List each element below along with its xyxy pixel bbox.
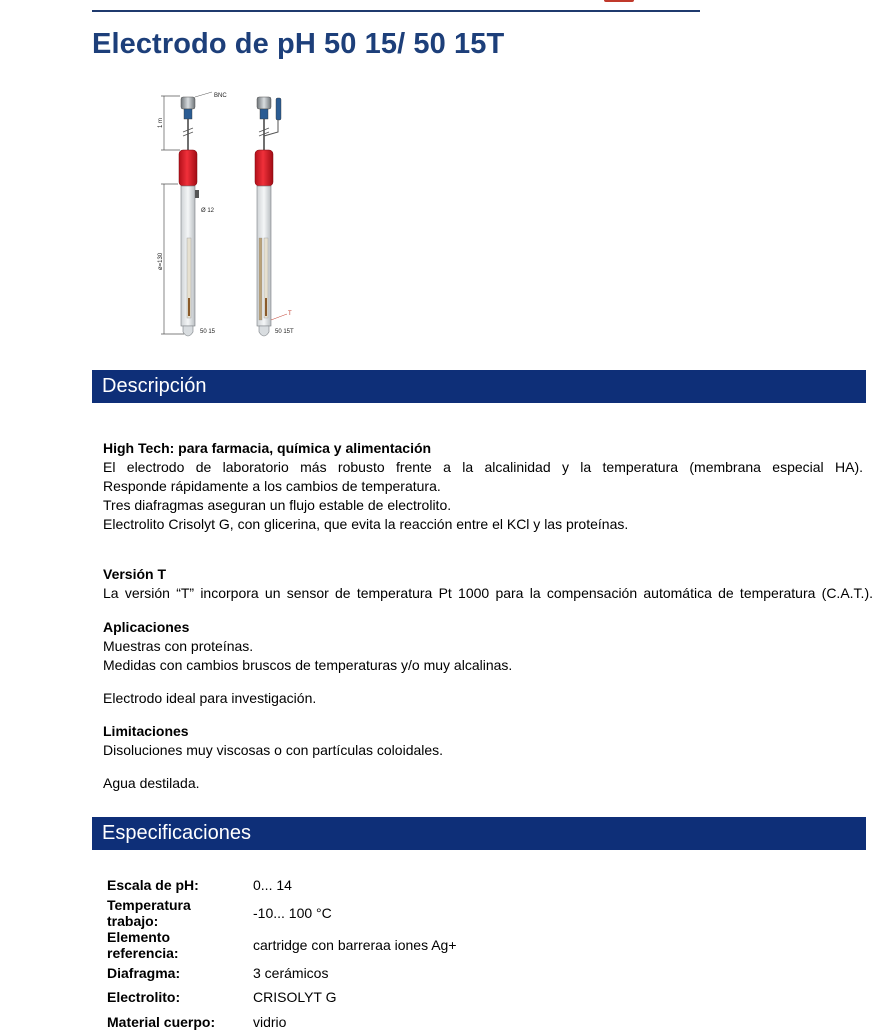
spec-value: 0... 14 — [253, 877, 292, 894]
header-logo-fragment — [604, 0, 634, 2]
spec-value: 3 cerámicos — [253, 965, 329, 982]
aplicaciones-line: Muestras con proteínas. — [103, 638, 254, 654]
spec-table — [103, 873, 461, 1034]
table-row — [103, 873, 461, 897]
bnc-label: BNC — [214, 93, 227, 99]
table-row — [103, 961, 461, 985]
version-t-text: La versión “T” incorpora un sensor de temperatura Pt 1000 para la compensación automática de temperatura (C.A.T.). — [103, 585, 873, 601]
descripcion-heading: Descripción — [92, 370, 866, 403]
length-label: ø=130 — [158, 252, 164, 270]
version-t-block — [103, 565, 873, 603]
model-50-15t-label: 50 15T — [275, 329, 294, 335]
description-line: Tres diafragmas aseguran un flujo estable de electrolito. — [103, 497, 452, 513]
spec-value: cartridge con barreraa iones Ag+ — [253, 937, 457, 954]
table-row — [103, 897, 461, 929]
aplicaciones-title: Aplicaciones — [103, 619, 190, 635]
cable-length-label: 1 m — [158, 117, 164, 128]
model-50-15-label: 50 15 — [200, 329, 216, 335]
electrode-50-15 — [179, 92, 212, 336]
descripcion-intro — [103, 439, 863, 534]
temperature-sensor-label: T — [288, 311, 292, 317]
aplicaciones-line: Medidas con cambios bruscos de temperaturas y/o muy alcalinas. — [103, 657, 513, 673]
aplicaciones-block — [103, 618, 863, 675]
table-row — [103, 929, 461, 961]
description-line: Electrolito Crisolyt G, con glicerina, que evita la reacción entre el KCl y las proteínas. — [103, 516, 629, 532]
spec-value: vidrio — [253, 1013, 287, 1030]
spec-value: -10... 100 °C — [253, 905, 332, 922]
version-t-title: Versión T — [103, 566, 167, 582]
limitaciones-block — [103, 722, 863, 760]
spec-label: Elemento referencia: — [107, 929, 179, 962]
ideal-block — [103, 689, 863, 708]
spec-label: Escala de pH: — [107, 877, 199, 894]
limitaciones-title: Limitaciones — [103, 723, 189, 739]
spec-label: Diafragma: — [107, 965, 181, 982]
agua-block — [103, 774, 863, 793]
ideal-text: Electrodo ideal para investigación. — [103, 690, 317, 706]
especificaciones-heading: Especificaciones — [92, 817, 866, 850]
agua-text: Agua destilada. — [103, 775, 200, 791]
electrode-50-15t — [255, 97, 287, 336]
description-line: El electrodo de laboratorio más robusto frente a la alcalinidad y la temperatura (membrana especial HA). — [103, 459, 863, 475]
top-rule — [92, 10, 700, 12]
page-title: Electrodo de pH 50 15/ 50 15T — [92, 28, 505, 60]
high-tech-subtitle: High Tech: para farmacia, química y alimentación — [103, 440, 432, 456]
diameter-label: Ø 12 — [201, 208, 215, 214]
description-line: Responde rápidamente a los cambios de temperatura. — [103, 478, 441, 494]
electrode-diagram — [150, 88, 310, 342]
limitaciones-text: Disoluciones muy viscosas o con partículas coloidales. — [103, 742, 444, 758]
table-row — [103, 985, 461, 1009]
spec-label: Material cuerpo: — [107, 1013, 216, 1030]
spec-label: Electrolito: — [107, 989, 181, 1006]
spec-label: Temperatura trabajo: — [107, 897, 191, 930]
spec-value: CRISOLYT G — [253, 989, 337, 1006]
